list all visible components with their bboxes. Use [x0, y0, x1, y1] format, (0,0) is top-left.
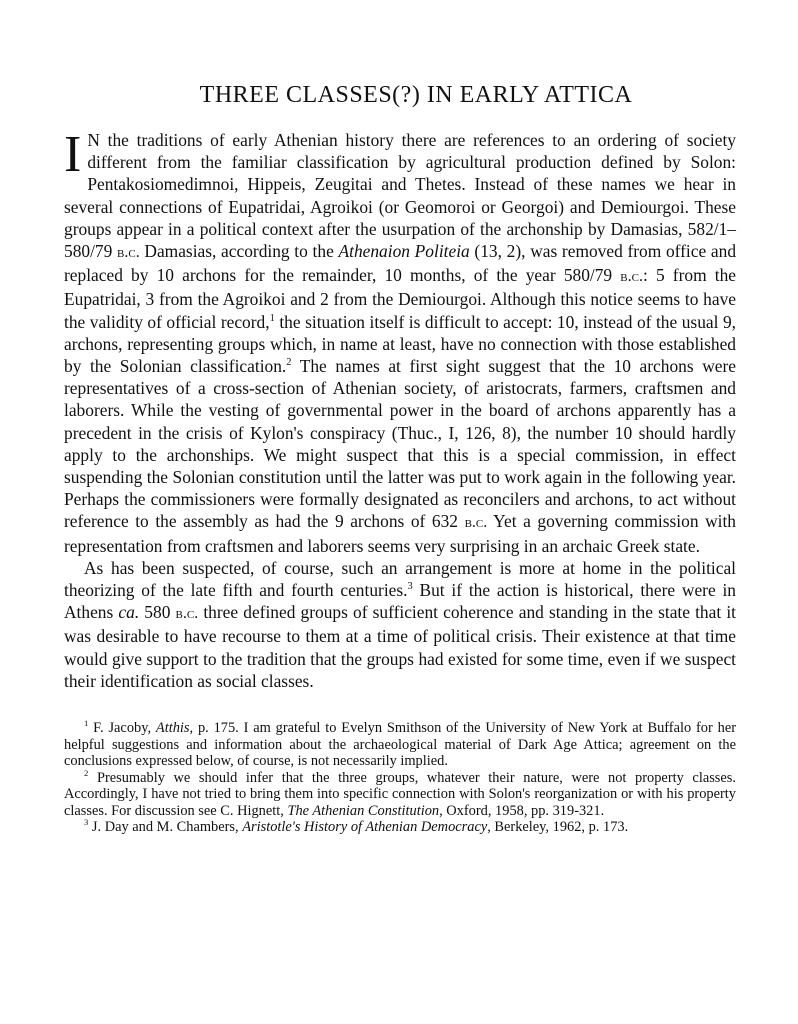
p1-text-7: Yet a governing commission with representation from craftsmen and laborers seems very surprising in an archaic Greek state. — [64, 511, 736, 556]
p1-text-1: N the traditions of early Athenian history there are references to an ordering of society different from the familiar classification by agricultural production defined by Solon: Pentakosiomedimnoi, Hippeis, Zeugitai and Thetes. Instead of these names we hear in several connections of Eupatridai, Agroikoi (or Geomoroi or Georgoi) and Demiourgoi. These groups appear in a political context after the usurpation of the archonship by Damasias, 582/1–580/79 — [64, 130, 736, 262]
footnote-ref-2[interactable]: 2 — [286, 357, 292, 369]
footnote-2 — [64, 767, 736, 820]
p1-bc-1: b.c. — [117, 244, 140, 262]
footnote-ref-3[interactable]: 3 — [407, 581, 413, 593]
article-title: THREE CLASSES(?) IN EARLY ATTICA — [199, 82, 633, 108]
p1-text-5: the situation itself is difficult to accept: 10, instead of the usual 9, archons, representing groups which, in name at least, have no connection with those established by the Solonian classification. — [64, 311, 736, 377]
footnote-2-text-1: Presumably we should infer that the three groups, whatever their nature, were not property classes. Accordingly, I have not tried to bring them into specific connection with Solon's reorganization or with his property classes. For discussion see C. Hignett, — [64, 769, 736, 819]
p1-bc-3: b.c. — [464, 514, 488, 532]
paragraph-2 — [64, 557, 736, 692]
paragraph-1 — [64, 126, 737, 557]
footnote-1-number: 1 — [84, 718, 89, 729]
article — [64, 82, 736, 836]
footnote-2-italic: The Athenian Constitution — [287, 802, 440, 819]
p1-text-3: (13, 2), was removed from office and replaced by 10 archons for the remainder, 10 months, of the year 580/79 — [64, 241, 737, 286]
footnote-1-text-1: F. Jacoby, — [88, 720, 156, 737]
footnote-3-text-1: J. Day and M. Chambers, — [88, 819, 243, 836]
p1-bc-2: b.c. — [620, 268, 643, 286]
p2-text-2: But if the action is historical, there were in Athens — [64, 580, 736, 623]
footnote-3 — [64, 819, 736, 836]
p1-text-4: : 5 from the Eupatridai, 3 from the Agroikoi and 2 from the Demiourgoi. Although this notice seems to have the validity of official record, — [64, 265, 736, 332]
p2-text-1: As has been suspected, of course, such an arrangement is more at home in the political theorizing of the late fifth and fourth centuries. — [64, 557, 736, 601]
footnote-2-text-2: , Oxford, 1958, pp. 319-321. — [439, 802, 605, 819]
p1-text-6: The names at first sight suggest that the 10 archons were representatives of a cross-section of Athenian society, of aristocrats, farmers, craftsmen and laborers. While the vesting of governmental power in the board of archons apparently has a precedent in the crisis of Kylon's conspiracy (Thuc., I, 126, 8), the number 10 should hardly apply to the archonships. We might suspect that this is a special commission, in effect suspending the Solonian constitution until the latter was put to work again in the following year. Perhaps the commissioners were formally designated as reconcilers and archons, to act without reference to the assembly as had the 9 archons of 632 — [64, 356, 736, 532]
p2-text-4: three defined groups of sufficient coherence and standing in the state that it was desirable to have recourse to them at a time of political crisis. Their existence at that time would give support to the tradition that the groups had existed for some time, even if we suspect their identification as social classes. — [64, 602, 736, 691]
footnote-1 — [64, 720, 736, 770]
footnote-3-number: 3 — [84, 817, 89, 828]
p2-text-3: 580 — [139, 602, 176, 623]
p1-text-2: Damasias, according to the — [139, 241, 339, 262]
footnote-3-italic: Aristotle's History of Athenian Democracy — [242, 819, 488, 836]
p2-bc-1: b.c. — [175, 605, 199, 623]
footnote-2-number: 2 — [84, 767, 89, 778]
footnote-3-text-2: , Berkeley, 1962, p. 173. — [487, 819, 629, 836]
footnotes — [64, 720, 736, 836]
footnote-1-italic: Atthis — [155, 720, 190, 737]
footnote-1-text-2: , p. 175. I am grateful to Evelyn Smithson of the University of New York at Buffalo for her helpful suggestions and information about the archaeological material of Dark Age Attica; agreement on the conclusions expressed below, of course, is not necessarily implied. — [64, 720, 736, 770]
drop-cap: I — [64, 126, 82, 183]
p1-italic-1: Athenaion Politeia — [338, 241, 470, 262]
footnote-ref-1[interactable]: 1 — [269, 312, 275, 324]
p2-italic-1: ca. — [118, 602, 140, 623]
